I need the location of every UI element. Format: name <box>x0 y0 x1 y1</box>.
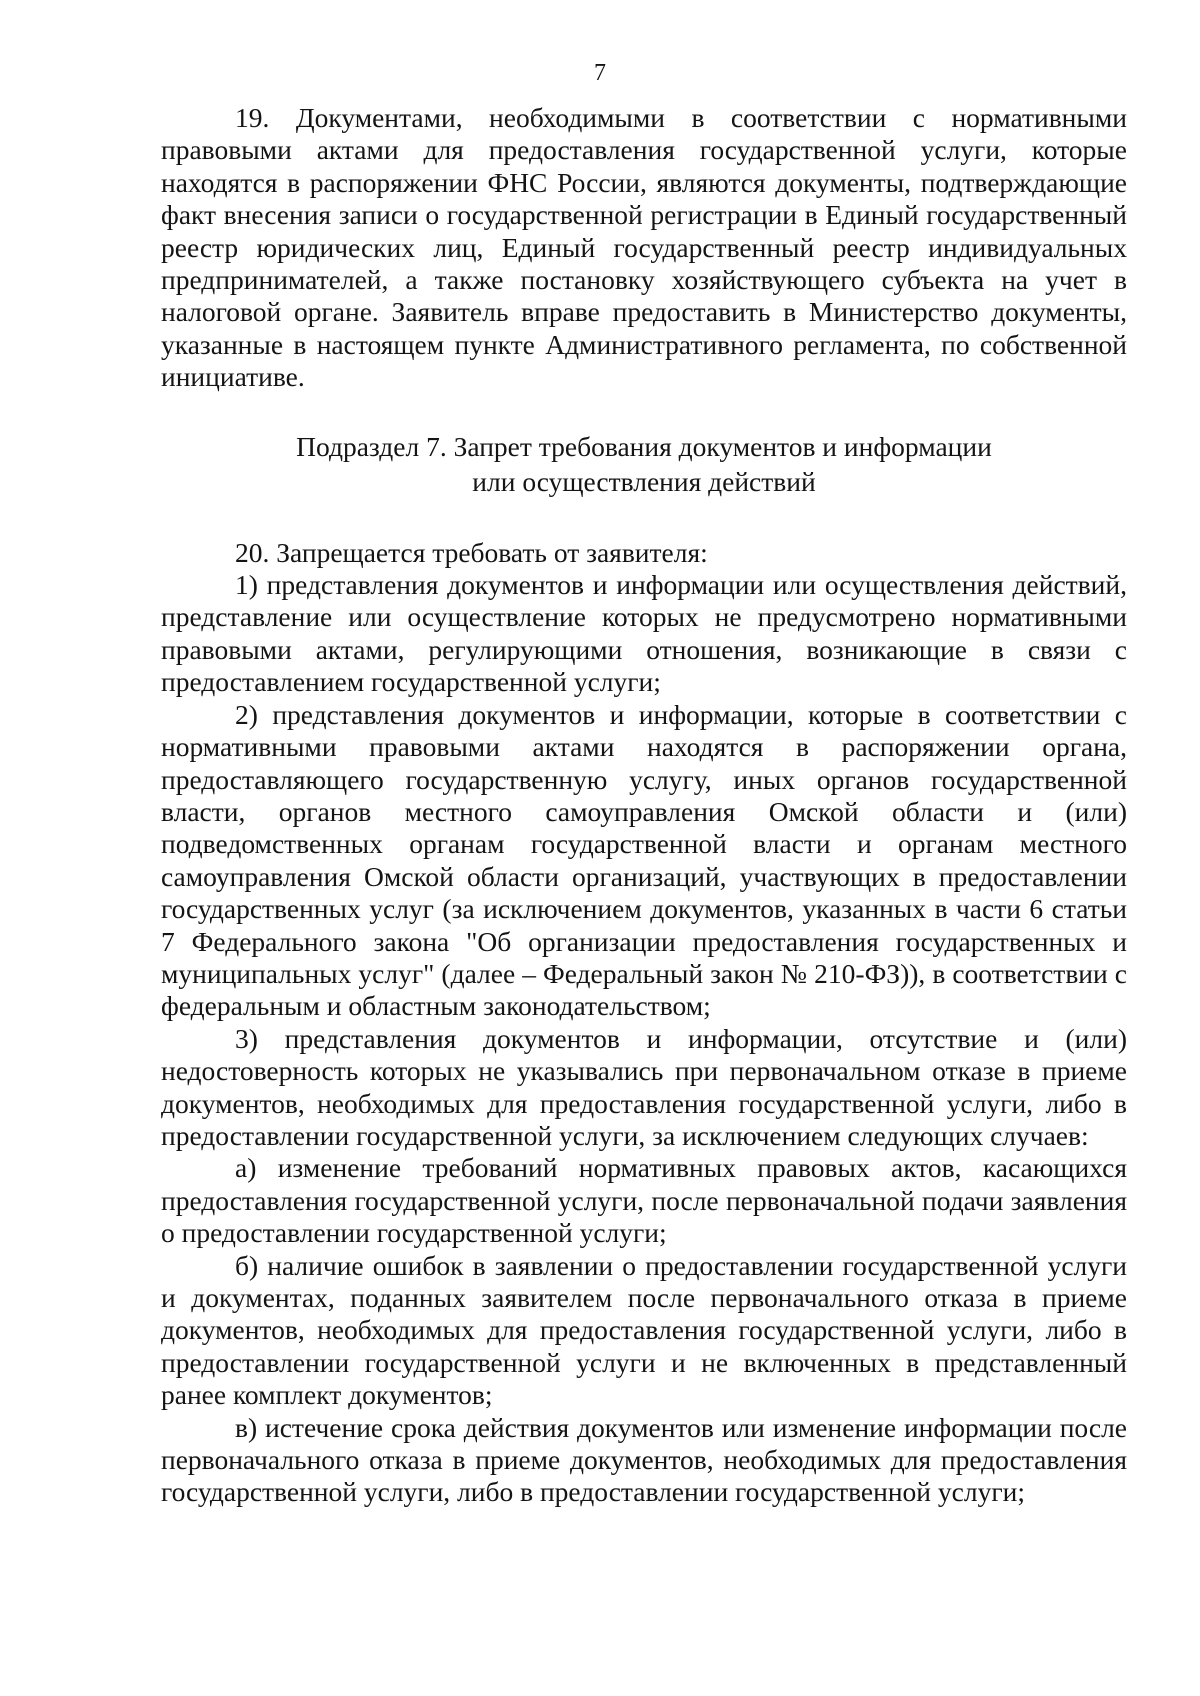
document-body <box>161 102 1127 1509</box>
paragraph-20-item-3v: в) истечение срока действия документов или изменение информации после первоначального отказа в приеме документов, необходимых для предоставления государственной услуги, либо в предоставлении государственной услуги; <box>161 1411 1127 1508</box>
paragraph-20: 20. Запрещается требовать от заявителя: <box>235 536 708 568</box>
paragraph-20-item-1: 1) представления документов и информации или осуществления действий, представление или осуществление которых не предусмотрено нормативными правовыми актами, регулирующими отношения, возникающие в связи с предоставлением государственной услуги; <box>161 569 1127 698</box>
subsection-heading-line-2: или осуществления действий <box>472 465 816 497</box>
subsection-heading-line-1: Подраздел 7. Запрет требования документов и информации <box>296 430 992 462</box>
paragraph-20-item-3a: а) изменение требований нормативных правовых актов, касающихся предоставления государственной услуги, после первоначальной подачи заявления о предоставлении государственной услуги; <box>161 1152 1127 1249</box>
paragraph-19: 19. Документами, необходимыми в соответствии с нормативными правовыми актами для предоставления государственной услуги, которые находятся в распоряжении ФНС России, являются документы, подтверждающие факт внесения записи о государственной регистрации в Единый государственный реестр юридических лиц, Единый государственный реестр индивидуальных предпринимателей, а также постановку хозяйствующего субъекта на учет в налоговой органе. Заявитель вправе предоставить в Министерство документы, указанные в настоящем пункте Административного регламента, по собственной инициативе. <box>161 102 1127 393</box>
paragraph-20-item-2: 2) представления документов и информации, которые в соответствии с нормативными правовыми актами находятся в распоряжении органа, предоставляющего государственную услугу, иных органов государственной власти, органов местного самоуправления Омской области и (или) подведомственных органам государственной власти и органам местного самоуправления Омской области организаций, участвующих в предоставлении государственных услуг (за исключением документов, указанных в части 6 статьи 7 Федерального закона "Об организации предоставления государственных и муниципальных услуг" (далее – Федеральный закон № 210-ФЗ)), в соответствии с федеральным и областным законодательством; <box>161 698 1127 1022</box>
paragraph-20-item-3: 3) представления документов и информации, отсутствие и (или) недостоверность которых не указывались при первоначальном отказе в приеме документов, необходимых для предоставления государственной услуги, либо в предоставлении государственной услуги, за исключением следующих случаев: <box>161 1022 1127 1151</box>
page-number: 7 <box>594 60 606 86</box>
subsection-heading <box>161 429 1127 499</box>
paragraph-20-item-3b: б) наличие ошибок в заявлении о предоставлении государственной услуги и документах, поданных заявителем после первоначального отказа в приеме документов, необходимых для предоставления государственной услуги, либо в предоставлении государственной услуги и не включенных в представленный ранее комплект документов; <box>161 1249 1127 1411</box>
